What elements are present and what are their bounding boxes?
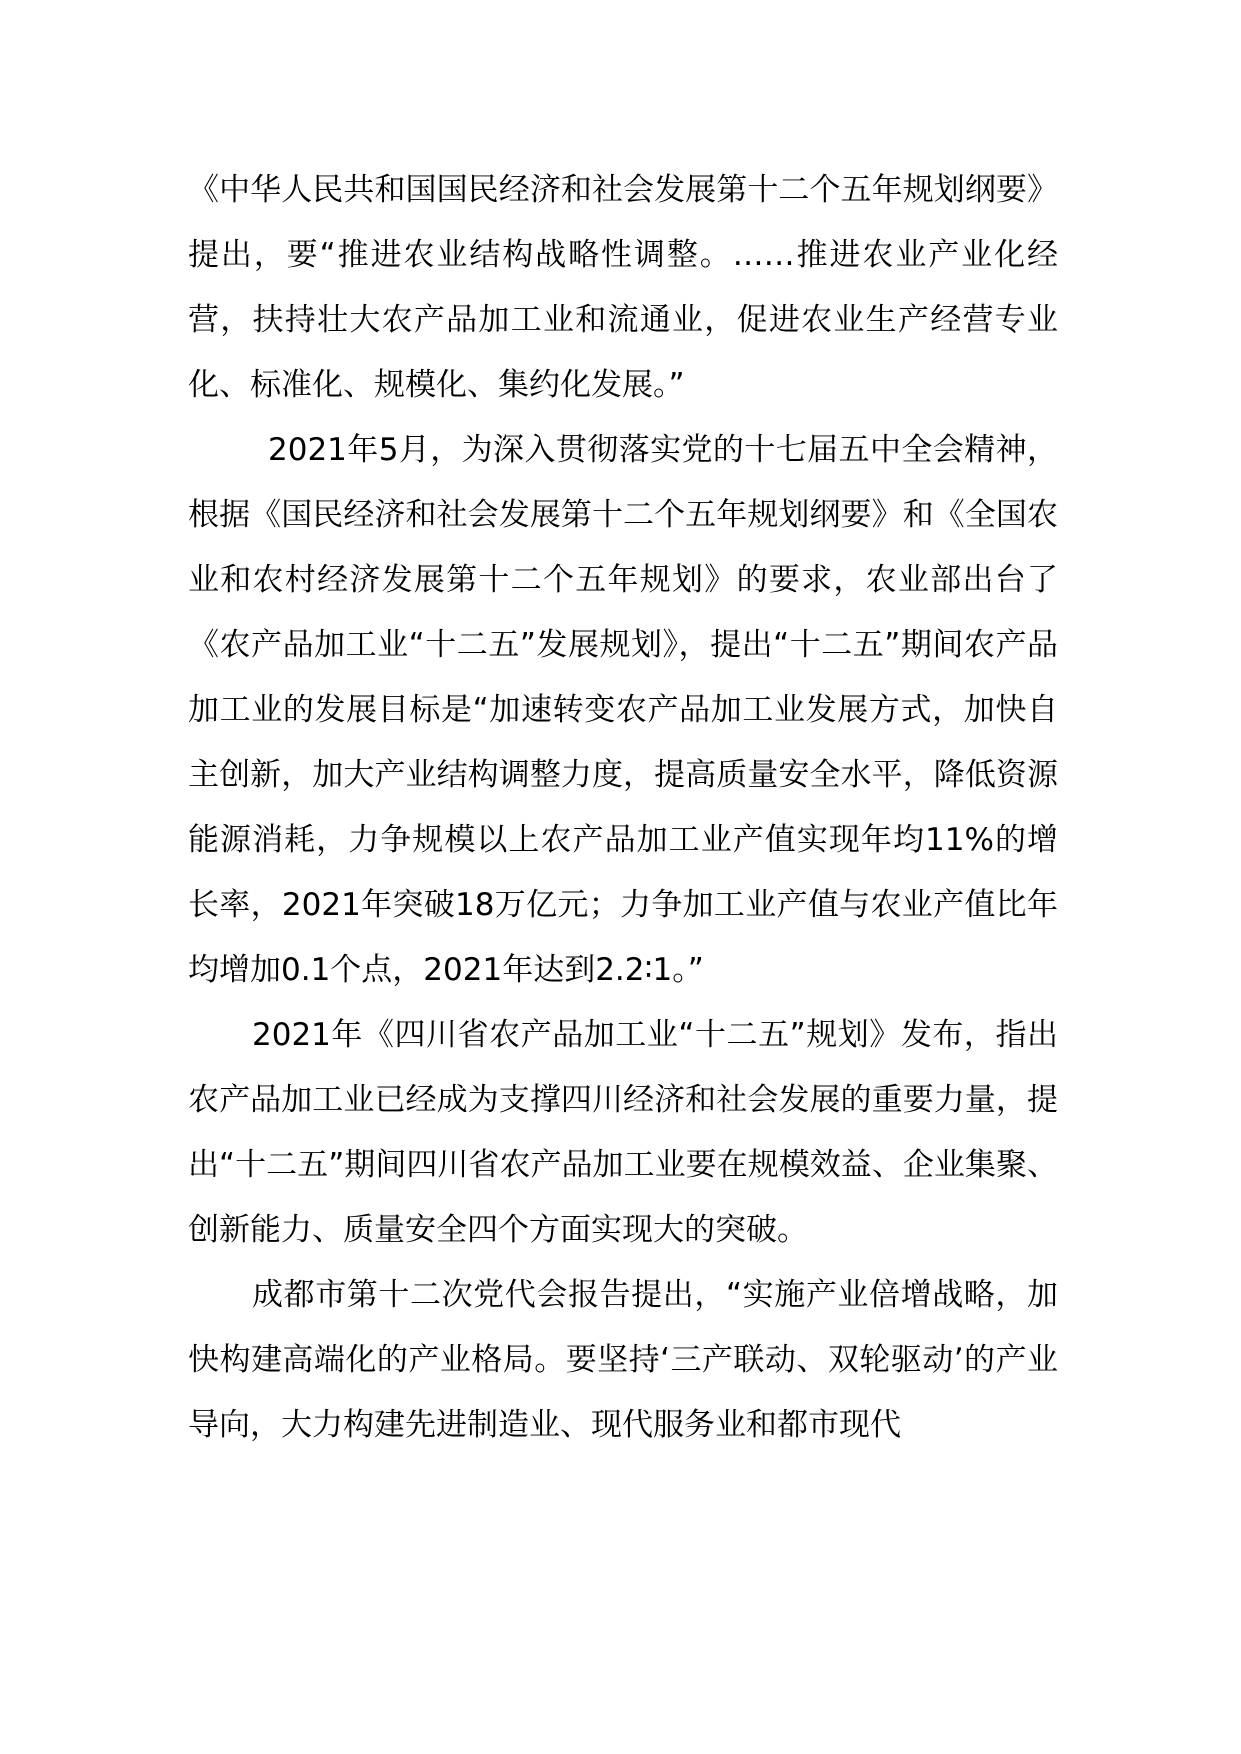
paragraph-ministry-agriculture-plan: 2021年5月，为深入贯彻落实党的十七届五中全会精神，根据《国民经济和社会发展第十二个五年规划纲要》和《全国农业和农村经济发展第十二个五年规划》的要求，农业部出台了《农产品加工业“十二五”发展规划》，提出“十二五”期间农产品加工业的发展目标是“加速转变农产品加工业发展方式，加快自主创新，加大产业结构调整力度，提高质量安全水平，降低资源能源消耗，力争规模以上农产品加工业产值实现年均11%的增长率，2021年突破18万亿元；力争加工业产值与农业产值比年均增加0.1个点，2021年达到2.2∶1。” — [188, 432, 1058, 988]
document-body — [188, 158, 1058, 1458]
paragraph-five-year-plan-outline: 《中华人民共和国国民经济和社会发展第十二个五年规划纲要》提出，要“推进农业结构战略性调整。……推进农业产业化经营，扶持壮大农产品加工业和流通业，促进农业生产经营专业化、标准化、规模化、集约化发展。” — [188, 172, 1058, 403]
paragraph-chengdu-report: 成都市第十二次党代会报告提出，“实施产业倍增战略，加快构建高端化的产业格局。要坚持‘三产联动、双轮驱动’的产业导向，大力构建先进制造业、现代服务业和都市现代 — [188, 1277, 1058, 1443]
paragraph-sichuan-plan: 2021年《四川省农产品加工业“十二五”规划》发布，指出农产品加工业已经成为支撑四川经济和社会发展的重要力量，提出“十二五”期间四川省农产品加工业要在规模效益、企业集聚、创新能力、质量安全四个方面实现大的突破。 — [188, 1017, 1058, 1248]
